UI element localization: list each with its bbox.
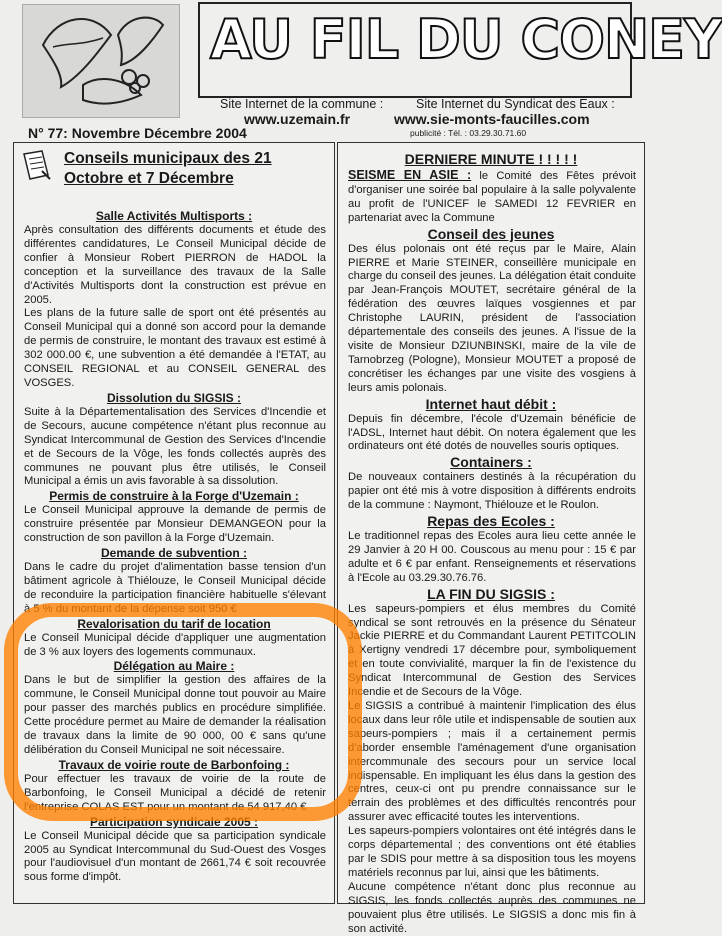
right-sections [338,149,644,936]
section-body: Suite à la Départementalisation des Services d'Incendie et de Secours, aucune compétence n'étant plus reconnue au Syndicat Intercommunal de Gestion des Services d'Incendie et de Secours de la Vôge, les fonds collectés auprès des communes ne pouvant plus être utilisés, le Conseil Municipal a émis un avis favorable à sa dissolution. [24,405,326,488]
section-heading: Repas des Ecoles : [427,513,555,530]
section-heading: Permis de construire à la Forge d'Uzemain : [49,489,299,504]
section-heading: Dissolution du SIGSIS : [106,390,241,405]
seisme-lead: SEISME EN ASIE : [348,168,472,182]
left-sections [14,209,334,885]
holly-logo [22,4,180,118]
syndicat-site-url[interactable]: www.sie-monts-faucilles.com [394,111,590,127]
publicity-note: publicité : Tél. : 03.29.30.71.60 [410,128,527,138]
right-column [337,142,645,935]
section-heading: Revalorisation du tarif de location [77,616,271,631]
masthead-title: AU FIL DU CONEY [210,8,722,71]
section-heading: Containers : [450,454,532,471]
section-body: Le Conseil Municipal approuve la demande de permis de construire présentée par Monsieur DEMANGEON pour la construction de son pavillon à la Forge d'Uzemain. [24,504,326,545]
section-body: Le traditionnel repas des Ecoles aura lieu cette année le 29 Janvier à 20 H 00. Couscous au menu pour : 15 € par adulte et 6 € par enfant. Renseignements et réservations à l'Ecole au 03.29.30.76.76. [348,530,636,584]
section-body: Après consultation des différents documents et étude des différentes candidatures, Le Conseil Municipal décide de confier à Monsieur Robert PIERRON de HADOL la conception et la surveillance des travaux de la Salle d'Activités Multisports dont la construction est prévue en 2005. [24,224,326,306]
section-heading: Internet haut débit : [425,395,557,412]
page-title: Conseils municipaux des 21 Octobre et 7 Décembre [64,150,272,187]
syndicat-site-label: Site Internet du Syndicat des Eaux : [416,97,615,111]
section-heading: Délégation au Maire : [113,659,235,674]
section-body: Les sapeurs-pompiers et élus membres du Comité syndical se sont retrouvés en la présence du Sénateur Jackie PIERRE et du Commandant Laurent PETITCOLIN à Xertigny vendredi 17 décembre pour, symboliquement et en toute convivialité, marquer la fin de l'existence du Syndicat Intercommunal de Gestion des Services Incendie et de Secours de la Vôge. [348,602,636,699]
left-column [13,142,335,904]
holly-logo-icon [23,5,179,117]
seisme-paragraph [348,169,636,226]
section-heading: LA FIN DU SIGSIS : [427,585,555,602]
section-body: De nouveaux containers destinés à la récupération du papier ont été mis à votre disposition à différents endroits de la commune : Naymont, Thiélouze et le Roulon. [348,471,636,512]
section-body: Dans le cadre du projet d'alimentation basse tension d'un bâtiment agricole à Thiélouze, le Conseil Municipal décide de reconduire la participation financière habituelle s'élevant à 5 % du montant de la dépense soit 950 € [24,561,326,615]
section-body: Le Conseil Municipal décide que sa participation syndicale 2005 au Syndicat Intercommunal du Sud-Ouest des Vosges pour l'audiovisuel d'un montant de 2661,74 € soit recouvrée sous forme d'impôt. [24,829,326,884]
section-body: Le SIGSIS a contribué à maintenir l'implication des élus locaux dans leur rôle utile et indispensable de soutien aux sapeurs-pompiers ; mais il a certainement permis d'aborder ensemble l'aménagement d'une organisation intercommunale des secours pour un service local indispensable. En impliquant les élus dans la gestion des centres, ceux-ci ont pu prendre connaissance sur le terrain des problèmes et des difficultés rencontrés pour assurer avec efficacité toutes les interventions. [348,700,636,824]
section-body: Des élus polonais ont été reçus par le Maire, Alain PIERRE et Marie STEINER, conseillère municipale en charge du conseil des jeunes. La délégation était conduite par Jean-François MOUTET, secrétaire général de la fédération des œuvres laïques vosgiennes et par Christophe LAURIN, président de l'association départementale des conseils des jeunes. A l'issue de la visite de Monsieur DZIUNBINSKI, maire de la vile de Tarnobrzeg (Pologne), Monsieur MOUTET a proposé de concrétiser les échanges par une visite des vosgiens à leurs amis polonais. [348,242,636,394]
commune-site-url[interactable]: www.uzemain.fr [244,111,351,127]
seisme-body: le Comité des Fêtes prévoit d'organiser une soirée bal populaire à la salle polyvalente au profit de l'UNICEF le SAMEDI 12 FEVRIER en partenariat avec la Commune [348,170,636,224]
section-heading: Travaux de voirie route de Barbonfoing : [58,757,290,772]
document-icon [20,149,54,183]
section-body: Le Conseil Municipal décide d'appliquer une augmentation de 3 % aux loyers des logements communaux. [24,631,326,658]
section-body: Depuis fin décembre, l'école d'Uzemain bénéficie de l'ADSL, Internet haut débit. On notera également que les ordinateurs ont été dotés de nouvelles souris optiques. [348,412,636,453]
section-heading: Participation syndicale 2005 : [89,814,259,829]
section-body: Les plans de la future salle de sport ont été présentés au Conseil Municipal qui a donné son accord pour la demande de permis de construire, le montant des travaux est estimé à 302 000.00 €, une subvention a été demandée à l'ETAT, au CONSEIL REGIONAL et au CONSEIL GENERAL des VOSGES. [24,307,326,389]
masthead-banner [198,2,722,98]
section-body: Aucune compétence n'étant donc plus reconnue au SIGSIS, les fonds collectés auprès des communes ne pouvaient plus être utilisés. Le SIGSIS a donc mis fin à son activité. [348,880,636,935]
section-body: Pour effectuer les travaux de voirie de la route de Barbonfoing, le Conseil Municipal a décidé de retenir l'entreprise COLAS EST pour un montant de 54 917,40 € [24,772,326,813]
section-heading: Salle Activités Multisports : [95,209,253,223]
issue-number: N° 77: Novembre Décembre 2004 [28,125,247,141]
last-minute-title: DERNIERE MINUTE ! ! ! ! ! [404,151,578,167]
section-heading: Demande de subvention : [100,546,248,561]
commune-site-label: Site Internet de la commune : [220,97,384,111]
section-body: Les sapeurs-pompiers volontaires ont été intégrés dans le corps départemental ; des conventions ont été établies par le SDIS pour mettre à sa disposition tous les moyens matériels reconnus par lui, ainsi que les bâtiments. [348,825,636,879]
section-body: Dans le but de simplifier la gestion des affaires de la commune, le Conseil Municipal donne tout pouvoir au Maire pour passer des marchés publics en procédure simplifiée. Cette procédure permet au Maire de demander la réalisation de travaux dans la limite de 90 000, 00 € sans qu'une délibération du Conseil Municipal ne soit nécessaire. [24,674,326,756]
section-heading: Conseil des jeunes [427,225,555,242]
